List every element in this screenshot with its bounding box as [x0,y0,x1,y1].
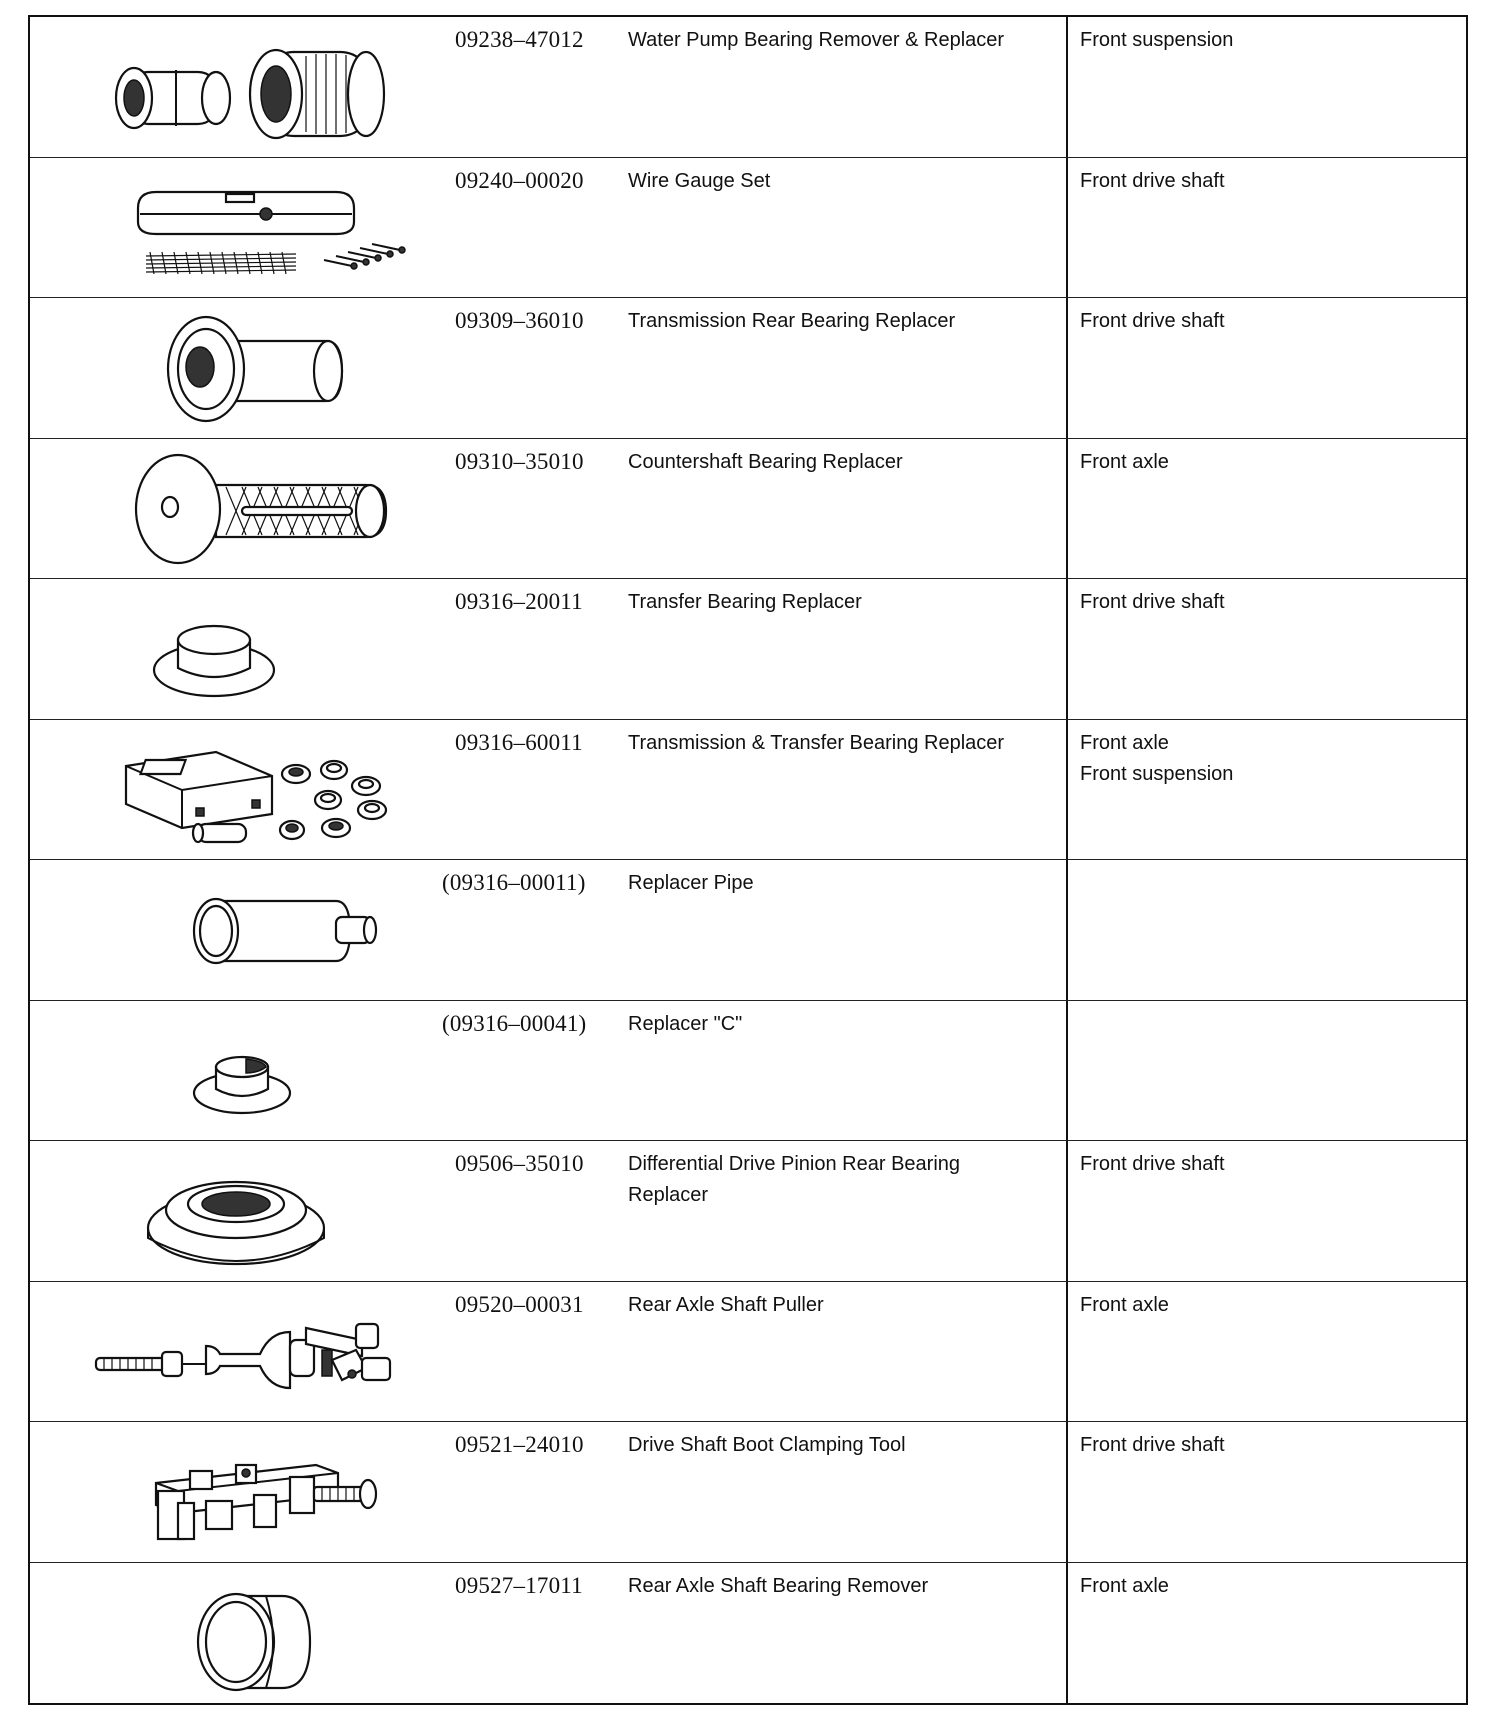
boot-clamping-tool-icon [66,1429,406,1555]
flanged-cup-icon [66,586,406,712]
table-row [30,17,1466,158]
part-number: 09238–47012 [455,27,584,52]
part-number: 09527–17011 [455,1572,583,1598]
part-number: 09309–36010 [455,308,584,333]
usage-item: Front axle [1080,450,1169,473]
tool-name: Differential Drive Pinion Rear Bearing Replacer [628,1153,961,1206]
tool-name: Transmission Rear Bearing Replacer [628,310,956,332]
table-row [30,1141,1466,1282]
replacer-pipe-icon [66,867,406,993]
part-number: 09521–24010 [455,1432,584,1457]
usage-cell [1066,17,1466,157]
table-row [30,298,1466,439]
usage-cell [1066,1141,1466,1281]
tool-name: Replacer Pipe [628,872,754,894]
table-row [30,158,1466,299]
usage-item: Front axle [1080,1574,1169,1597]
table-row [30,1563,1466,1704]
tool-illustration-cell [30,1001,442,1141]
usage-cell [1066,439,1466,579]
tool-illustration-cell [30,860,442,1000]
usage-cell [1066,1563,1466,1704]
tool-name: Rear Axle Shaft Puller [628,1293,824,1316]
tool-name: Replacer "C" [628,1012,743,1035]
usage-cell [1066,579,1466,719]
tool-illustration-cell [30,17,442,157]
tool-name: Wire Gauge Set [628,169,771,192]
tool-name: Transfer Bearing Replacer [628,591,862,613]
usage-cell [1066,158,1466,298]
wire-gauge-case-icon [66,164,406,290]
usage-item: Front drive shaft [1080,310,1225,332]
table-row [30,1001,1466,1142]
tool-name: Countershaft Bearing Replacer [628,450,903,473]
stepped-disc-replacer-icon [66,1148,406,1274]
part-number: 09520–00031 [455,1291,584,1317]
part-number: 09506–35010 [455,1151,584,1176]
tool-illustration-cell [30,1141,442,1281]
tool-name: Transmission & Transfer Bearing Replacer [628,731,1005,754]
part-number: 09310–35010 [455,448,584,474]
table-row [30,720,1466,861]
usage-item: Front drive shaft [1080,1434,1225,1456]
usage-cell [1066,860,1466,1000]
flanged-sleeve-icon [66,305,406,431]
usage-item: Front suspension [1080,29,1234,51]
tool-illustration-cell [30,1422,442,1562]
table-row [30,439,1466,580]
usage-item: Front axle [1080,1293,1169,1316]
replacer-c-icon [66,1007,406,1133]
usage-cell [1066,1282,1466,1422]
tool-name: Drive Shaft Boot Clamping Tool [628,1434,906,1456]
special-tools-table [28,15,1468,1705]
bearing-remover-cup-icon [66,1570,406,1696]
two-bearing-sleeves-icon [66,24,406,150]
table-row [30,1422,1466,1563]
part-number: 09316–20011 [455,589,583,614]
usage-cell [1066,1001,1466,1141]
usage-item: Front axle [1080,731,1169,754]
table-row [30,579,1466,720]
part-number: 09316–60011 [455,729,583,755]
tool-illustration-cell [30,158,442,298]
usage-item: Front suspension [1080,762,1234,785]
tool-illustration-cell [30,579,442,719]
tool-illustration-cell [30,1563,442,1704]
tool-name: Water Pump Bearing Remover & Replacer [628,29,1005,51]
table-row [30,1282,1466,1423]
part-number: (09316–00041) [442,1010,587,1036]
usage-item: Front drive shaft [1080,1153,1225,1175]
table-row [30,860,1466,1001]
tool-illustration-cell [30,298,442,438]
replacer-kit-case-icon [66,726,406,852]
part-number: 09240–00020 [455,167,584,193]
usage-item: Front drive shaft [1080,591,1225,613]
usage-item: Front drive shaft [1080,169,1225,192]
tool-name: Rear Axle Shaft Bearing Remover [628,1574,929,1597]
knurled-handle-replacer-icon [66,445,406,571]
usage-cell [1066,1422,1466,1562]
tool-illustration-cell [30,720,442,860]
usage-cell [1066,298,1466,438]
part-number: (09316–00011) [442,870,586,895]
slide-hammer-puller-icon [66,1288,406,1414]
usage-cell [1066,720,1466,860]
tool-illustration-cell [30,439,442,579]
tool-illustration-cell [30,1282,442,1422]
